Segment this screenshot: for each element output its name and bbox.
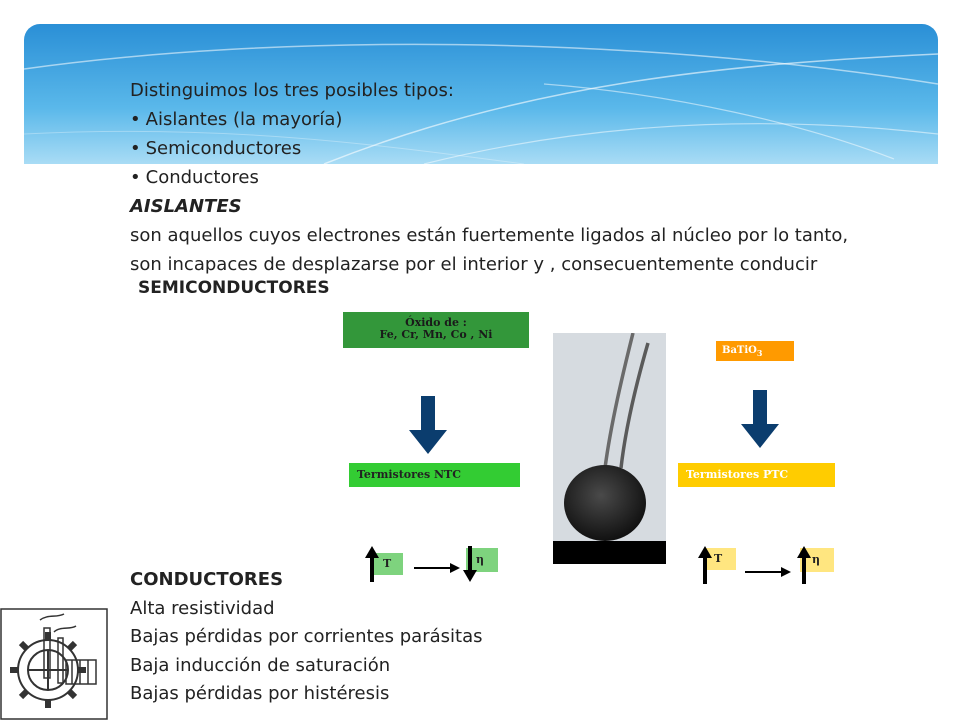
aislantes-line-1: son aquellos cuyos electrones están fuertemente ligados al núcleo por lo tanto, (130, 225, 849, 246)
ntc-box: Termistores NTC (349, 463, 520, 487)
conductores-item: Alta resistividad (130, 597, 275, 619)
gear-factory-logo-icon (0, 608, 108, 720)
up-arrow-icon (797, 546, 811, 584)
conductores-item: Bajas pérdidas por histéresis (130, 683, 390, 704)
batio-box (716, 341, 794, 361)
down-arrow-icon (407, 396, 449, 456)
ptc-box: Termistores PTC (678, 463, 835, 487)
bullet-semiconductores: • Semiconductores (130, 134, 940, 163)
ntc-t-label: T (383, 557, 392, 570)
conductores-item: Bajas pérdidas por corrientes parásitas (130, 626, 483, 647)
semiconductores-heading: SEMICONDUCTORES (138, 278, 330, 298)
conductores-heading: CONDUCTORES (130, 569, 284, 590)
bullet-aislantes: • Aislantes (la mayoría) (130, 105, 940, 134)
batio-subscript: 3 (756, 348, 763, 358)
ptc-eta-label: η (812, 553, 820, 566)
down-arrow-icon (739, 390, 781, 450)
up-arrow-icon (698, 546, 712, 584)
ptc-t-label: T (714, 552, 723, 565)
aislantes-heading: AISLANTES (130, 196, 242, 217)
right-arrow-icon (745, 566, 791, 578)
conductores-item: Baja inducción de saturación (130, 654, 391, 676)
ntc-eta-label: η (476, 553, 484, 566)
thermistor-photo (553, 333, 666, 564)
oxide-line-2: Fe, Cr, Mn, Co , Ni (379, 328, 493, 341)
intro-text-block (130, 76, 940, 279)
oxide-box (343, 312, 529, 348)
oxide-line-1: Óxido de : (405, 316, 467, 329)
intro-lead: Distinguimos los tres posibles tipos: (130, 80, 454, 101)
bullet-conductores: • Conductores (130, 163, 940, 192)
batio-label: BaTiO (722, 345, 757, 356)
conductores-block (130, 566, 482, 709)
aislantes-line-2: son incapaces de desplazarse por el interior y , consecuentemente conducir (130, 254, 818, 275)
